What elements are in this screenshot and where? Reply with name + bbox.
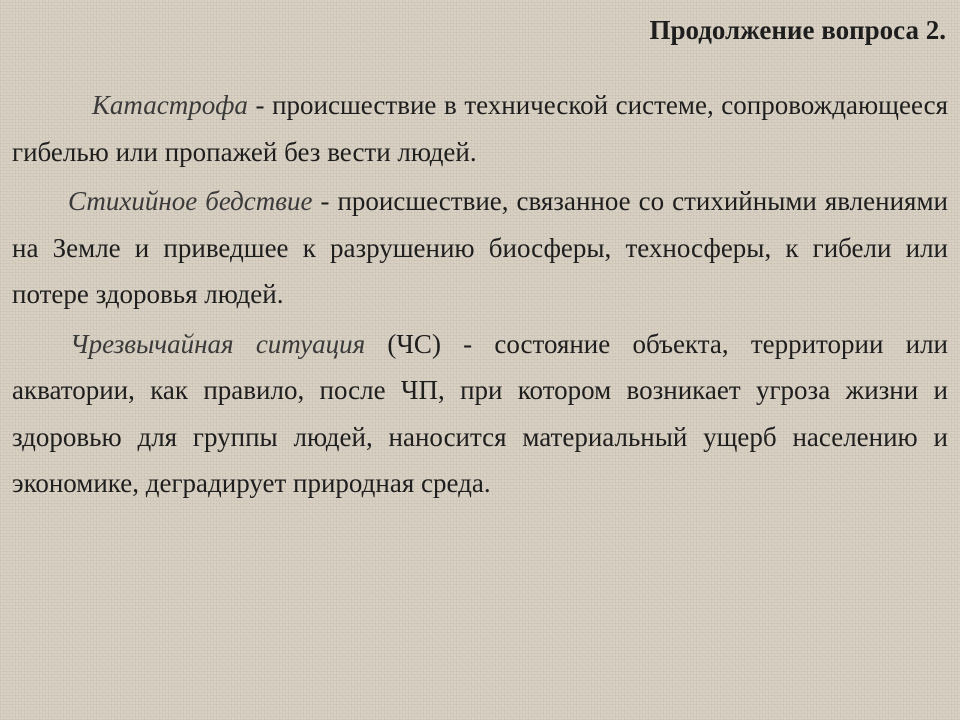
definition-emergency xyxy=(12,321,948,507)
slide-title: Продолжение вопроса 2. xyxy=(649,15,946,45)
term-emergency: Чрезвычайная ситуация xyxy=(70,328,366,359)
term-natural-disaster: Стихийное бедствие xyxy=(68,186,313,216)
term-catastrophe: Катастрофа xyxy=(92,90,248,120)
definition-catastrophe xyxy=(12,82,948,175)
definition-natural-disaster-text: - происшествие, связанное со стихийными явлениями на Земле и приведшее к разрушению биосферы, техносферы, к гибели или потере здоровья людей. xyxy=(12,186,948,309)
definition-emergency-text: (ЧС) - состояние объекта, территории или акватории, как правило, после ЧП, при котором возникает угроза жизни и здоровью для группы людей, наносится материальный ущерб населению и экономике, деградирует природная среда. xyxy=(12,328,948,498)
slide-content xyxy=(12,82,948,507)
definition-natural-disaster xyxy=(12,178,948,318)
definition-catastrophe-text: - происшествие в технической системе, сопровождающееся гибелью или пропажей без вести людей. xyxy=(12,90,948,167)
